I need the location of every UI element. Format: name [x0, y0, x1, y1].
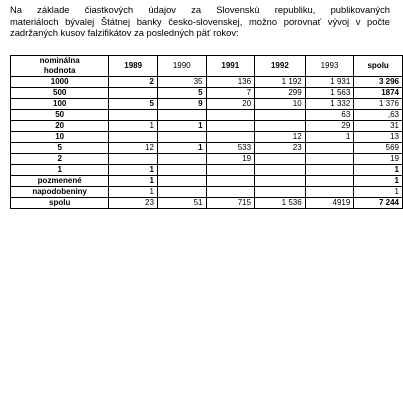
row-label: 100: [11, 99, 109, 110]
table-cell: 23: [255, 143, 306, 154]
table-cell: 63: [305, 110, 354, 121]
table-row: [11, 77, 403, 88]
table-cell: 5: [109, 99, 158, 110]
row-total-cell: 3 296: [354, 77, 403, 88]
row-label: napodobeniny: [11, 187, 109, 198]
table-cell: [157, 110, 206, 121]
table-row: [11, 99, 403, 110]
table-cell: [305, 165, 354, 176]
row-total-cell: 1: [354, 165, 403, 176]
row-total-cell: 13: [354, 132, 403, 143]
paragraph-line-2: materiáloch bývalej Štátnej banky česko-slovenskej, možno porovnať vývoj v počte: [10, 15, 390, 27]
row-label: 500: [11, 88, 109, 99]
table-cell: 1 332: [305, 99, 354, 110]
row-total-cell: 19: [354, 154, 403, 165]
table-cell: 1: [109, 176, 158, 187]
table-cell: [109, 110, 158, 121]
table-cell: 23: [109, 198, 158, 209]
table-row: [11, 198, 403, 209]
table-cell: 1 931: [305, 77, 354, 88]
table-cell: [206, 176, 255, 187]
paragraph-line-1: Na základe čiastkových údajov za Slovenskú republiku, publikovaných: [10, 4, 390, 15]
table-cell: 1 192: [255, 77, 306, 88]
row-label: 10: [11, 132, 109, 143]
table-row: [11, 121, 403, 132]
table-cell: 2: [109, 77, 158, 88]
row-label: pozmenené: [11, 176, 109, 187]
row-total-cell: ,63: [354, 110, 403, 121]
table-cell: [255, 154, 306, 165]
row-label: 50: [11, 110, 109, 121]
table-cell: 1: [109, 121, 158, 132]
table-row: [11, 143, 403, 154]
table-cell: [255, 187, 306, 198]
table-header-row: [11, 56, 403, 67]
table-cell: [206, 187, 255, 198]
row-label: 5: [11, 143, 109, 154]
table-cell: 1: [109, 165, 158, 176]
table-cell: 4919: [305, 198, 354, 209]
table-cell: [206, 110, 255, 121]
row-total-cell: 569: [354, 143, 403, 154]
table-cell: [157, 154, 206, 165]
table-cell: 1: [157, 143, 206, 154]
table-cell: [305, 143, 354, 154]
table-cell: 1: [157, 121, 206, 132]
table-cell: 10: [255, 99, 306, 110]
table-cell: [109, 132, 158, 143]
table-cell: 7: [206, 88, 255, 99]
table-cell: 136: [206, 77, 255, 88]
table-cell: [255, 176, 306, 187]
row-total-cell: 31: [354, 121, 403, 132]
table-cell: [305, 187, 354, 198]
row-total-cell: 7 244: [354, 198, 403, 209]
header-year-1990: 1990: [157, 56, 206, 77]
header-total: spolu: [354, 56, 403, 77]
table-row: [11, 176, 403, 187]
table-cell: [157, 176, 206, 187]
row-total-cell: 1: [354, 176, 403, 187]
table-cell: [109, 154, 158, 165]
table-cell: [206, 165, 255, 176]
table-cell: 29: [305, 121, 354, 132]
table-cell: [255, 121, 306, 132]
header-label-nominal: nominálna: [11, 56, 109, 67]
row-total-cell: 1874: [354, 88, 403, 99]
table-row: [11, 110, 403, 121]
table-cell: 19: [206, 154, 255, 165]
intro-paragraph: [10, 4, 390, 39]
row-label: 2: [11, 154, 109, 165]
table-cell: 9: [157, 99, 206, 110]
counterfeit-table: [10, 55, 403, 209]
table-cell: 1: [305, 132, 354, 143]
table-body: [11, 77, 403, 209]
table-row: [11, 88, 403, 99]
table-cell: 51: [157, 198, 206, 209]
row-total-cell: 1 376: [354, 99, 403, 110]
row-label: 20: [11, 121, 109, 132]
table-cell: [206, 121, 255, 132]
table-cell: 20: [206, 99, 255, 110]
row-label: spolu: [11, 198, 109, 209]
header-year-1993: 1993: [305, 56, 354, 77]
table-cell: 1 563: [305, 88, 354, 99]
header-year-1992: 1992: [255, 56, 306, 77]
paragraph-line-3: zadržaných kusov falzifikátov za posledných päť rokov:: [10, 27, 239, 39]
table-cell: 1: [109, 187, 158, 198]
table-cell: [206, 132, 255, 143]
table-row: [11, 187, 403, 198]
row-label: 1000: [11, 77, 109, 88]
table-cell: 12: [255, 132, 306, 143]
header-label-value: hodnota: [11, 66, 109, 77]
row-total-cell: 1: [354, 187, 403, 198]
header-year-1989: 1989: [109, 56, 158, 77]
table-cell: [157, 165, 206, 176]
table-row: [11, 165, 403, 176]
table-cell: 299: [255, 88, 306, 99]
table-cell: 35: [157, 77, 206, 88]
table-cell: 533: [206, 143, 255, 154]
table-row: [11, 132, 403, 143]
table-cell: 12: [109, 143, 158, 154]
table-cell: [109, 88, 158, 99]
table-cell: [255, 110, 306, 121]
table-cell: [255, 165, 306, 176]
table-cell: [157, 132, 206, 143]
header-year-1991: 1991: [206, 56, 255, 77]
table-cell: [305, 176, 354, 187]
row-label: 1: [11, 165, 109, 176]
table-cell: 715: [206, 198, 255, 209]
table-row: [11, 154, 403, 165]
table-cell: 5: [157, 88, 206, 99]
table-cell: [157, 187, 206, 198]
table-cell: 1 536: [255, 198, 306, 209]
table-cell: [305, 154, 354, 165]
